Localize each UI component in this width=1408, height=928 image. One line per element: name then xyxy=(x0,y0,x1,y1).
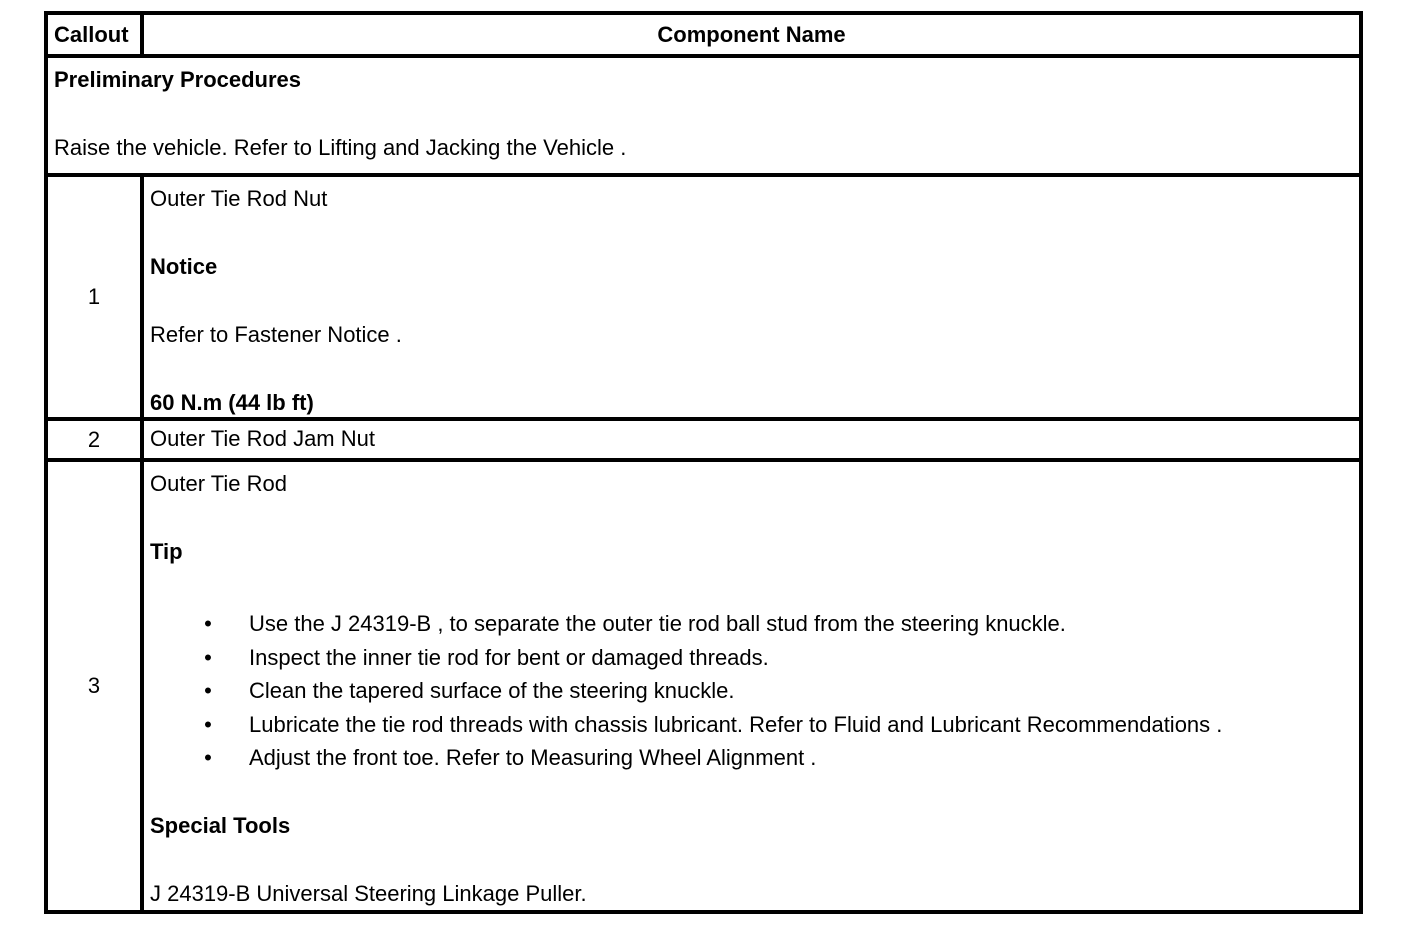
list-item xyxy=(150,641,1359,675)
bullet-icon: • xyxy=(204,678,212,703)
table-row xyxy=(46,175,1361,419)
component-name-column-header: Component Name xyxy=(142,13,1361,56)
bullet-icon: • xyxy=(204,711,212,737)
callout-number: 3 xyxy=(46,460,142,912)
list-item xyxy=(150,741,1359,775)
special-tools-label: Special Tools xyxy=(150,812,291,838)
tip-label: Tip xyxy=(150,539,183,564)
tip-list xyxy=(150,607,1359,775)
bullet-icon: • xyxy=(204,745,212,770)
callout-number: 2 xyxy=(46,419,142,460)
torque-spec: 60 N.m (44 lb ft) xyxy=(150,390,314,415)
table-row xyxy=(46,419,1361,460)
component-table xyxy=(44,11,1363,914)
special-tools-text: J 24319-B Universal Steering Linkage Puller. xyxy=(150,880,587,906)
list-item-text: Inspect the inner tie rod for bent or damaged threads. xyxy=(249,644,769,670)
component-name: Outer Tie Rod Nut xyxy=(150,186,328,211)
component-name: Outer Tie Rod Jam Nut xyxy=(150,426,375,451)
bullet-icon: • xyxy=(204,611,212,636)
component-cell xyxy=(142,460,1361,912)
list-item xyxy=(150,607,1359,641)
list-item xyxy=(150,708,1359,742)
table-header-row xyxy=(46,13,1361,56)
bullet-icon: • xyxy=(204,644,212,670)
callout-column-header: Callout xyxy=(46,13,142,56)
notice-text: Refer to Fastener Notice . xyxy=(150,322,402,347)
callout-number: 1 xyxy=(46,175,142,419)
list-item-text: Use the J 24319-B , to separate the outer tie rod ball stud from the steering knuckle. xyxy=(249,611,1066,636)
preliminary-procedures-title: Preliminary Procedures xyxy=(54,67,302,92)
list-item-text: Adjust the front toe. Refer to Measuring Wheel Alignment . xyxy=(249,745,817,770)
list-item xyxy=(150,674,1359,708)
component-cell xyxy=(142,175,1361,419)
table-row xyxy=(46,460,1361,912)
preliminary-procedures-cell xyxy=(46,56,1361,175)
component-name: Outer Tie Rod xyxy=(150,471,287,496)
preliminary-procedures-row xyxy=(46,56,1361,175)
list-item-text: Lubricate the tie rod threads with chassis lubricant. Refer to Fluid and Lubricant Recommendations . xyxy=(249,711,1223,737)
notice-label: Notice xyxy=(150,254,218,279)
component-cell xyxy=(142,419,1361,460)
list-item-text: Clean the tapered surface of the steering knuckle. xyxy=(249,678,735,703)
preliminary-procedures-text: Raise the vehicle. Refer to Lifting and Jacking the Vehicle . xyxy=(54,135,627,160)
